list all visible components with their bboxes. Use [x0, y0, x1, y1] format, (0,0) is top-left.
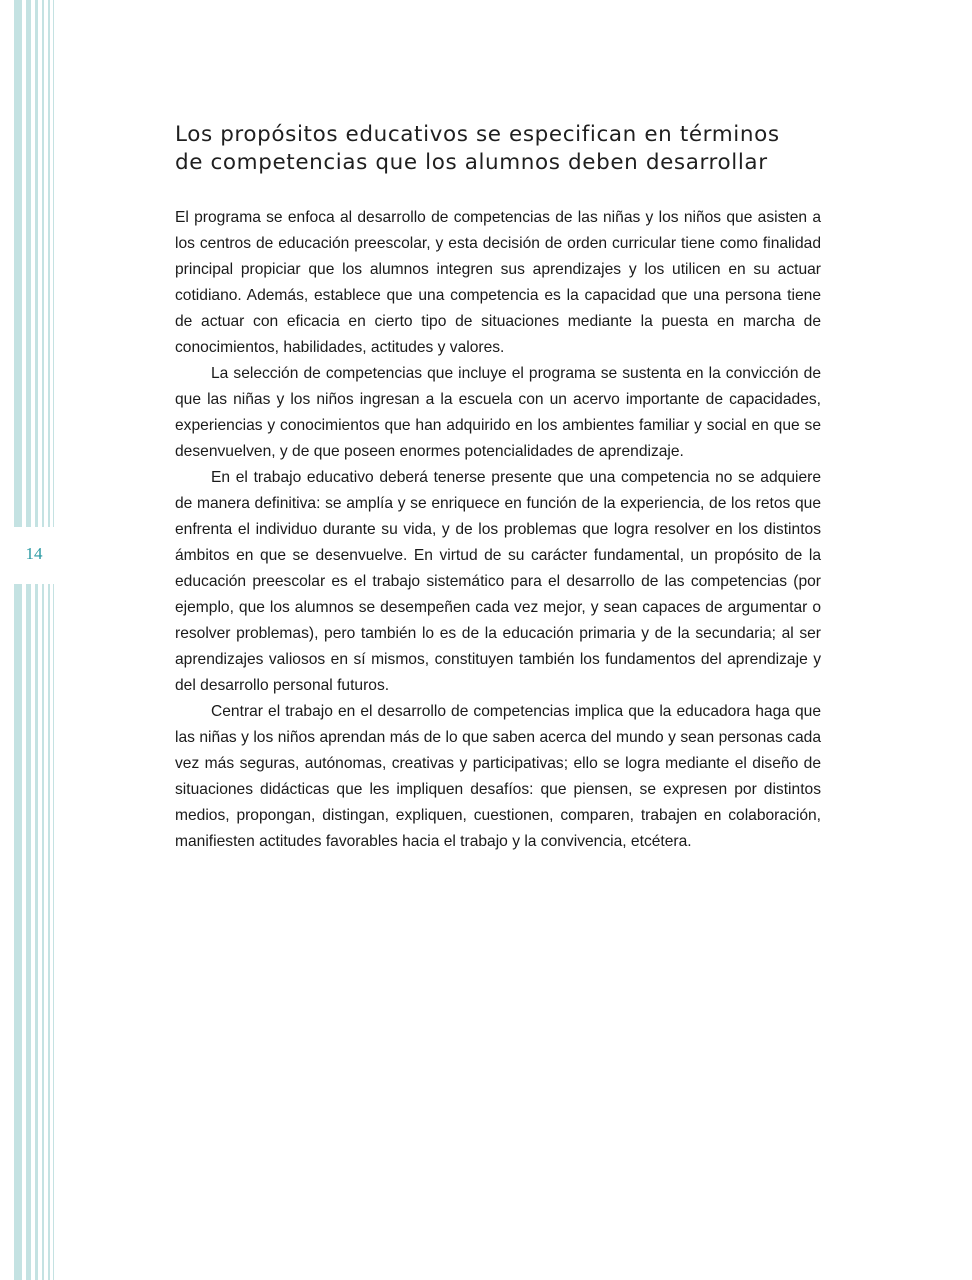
margin-stripe: [48, 0, 50, 1280]
margin-stripe: [42, 0, 44, 1280]
paragraph-3: En el trabajo educativo deberá tenerse presente que una competencia no se adquiere de manera definitiva: se amplía y se enriquece en función de la experiencia, de los retos que enfrenta el individuo durante su vida, y de los problemas que logra resolver en los distintos ámbitos en que se desenvuelve. En virtud de su carácter fundamental, un propósito de la educación preescolar es el trabajo sistemático para el desarrollo de las competencias (por ejemplo, que los alumnos se desempeñen cada vez mejor, y sean capaces de argumentar o resolver problemas), pero también lo es de la educación primaria y de la secundaria; al ser aprendizajes valiosos en sí mismos, constituyen también los fundamentos del aprendizaje y del desarrollo personal futuros.: [175, 469, 821, 694]
body-text: [175, 205, 821, 855]
paragraph-4: Centrar el trabajo en el desarrollo de competencias implica que la educadora haga que las niñas y los niños aprendan más de lo que saben acerca del mundo y sean personas cada vez más seguras, autónomas, creativas y participativas; ello se logra mediante el diseño de situaciones didácticas que les impliquen desafíos: que piensen, se expresen por distintos medios, propongan, distingan, expliquen, cuestionen, comparen, trabajen en colaboración, manifiesten actitudes favorables hacia el trabajo y la convivencia, etcétera.: [175, 703, 821, 850]
paragraph-1: El programa se enfoca al desarrollo de competencias de las niñas y los niños que asisten a los centros de educación preescolar, y esta decisión de orden curricular tiene como finalidad principal propiciar que los alumnos integren sus aprendizajes y los utilicen en su actuar cotidiano. Además, establece que una competencia es la capacidad que una persona tiene de actuar con eficacia en cierto tipo de situaciones mediante la puesta en marcha de conocimientos, habilidades, actitudes y valores.: [175, 209, 821, 356]
heading-line-1: Los propósitos educativos se especifican en términos: [175, 122, 780, 147]
margin-stripe: [26, 0, 31, 1280]
margin-stripe: [35, 0, 38, 1280]
margin-stripe: [53, 0, 54, 1280]
margin-stripes: [0, 0, 60, 1280]
margin-stripe: [14, 0, 22, 1280]
page-number: 14: [25, 544, 43, 563]
heading-line-2: de competencias que los alumnos deben desarrollar: [175, 150, 768, 175]
page-content: [175, 121, 821, 855]
paragraph-2: La selección de competencias que incluye el programa se sustenta en la convicción de que las niñas y los niños ingresan a la escuela con un acervo importante de capacidades, experiencias y conocimientos que han adquirido en los ambientes familiar y social en que se desenvuelven, y de que poseen enormes potencialidades de aprendizaje.: [175, 365, 821, 460]
section-heading: [175, 121, 821, 177]
